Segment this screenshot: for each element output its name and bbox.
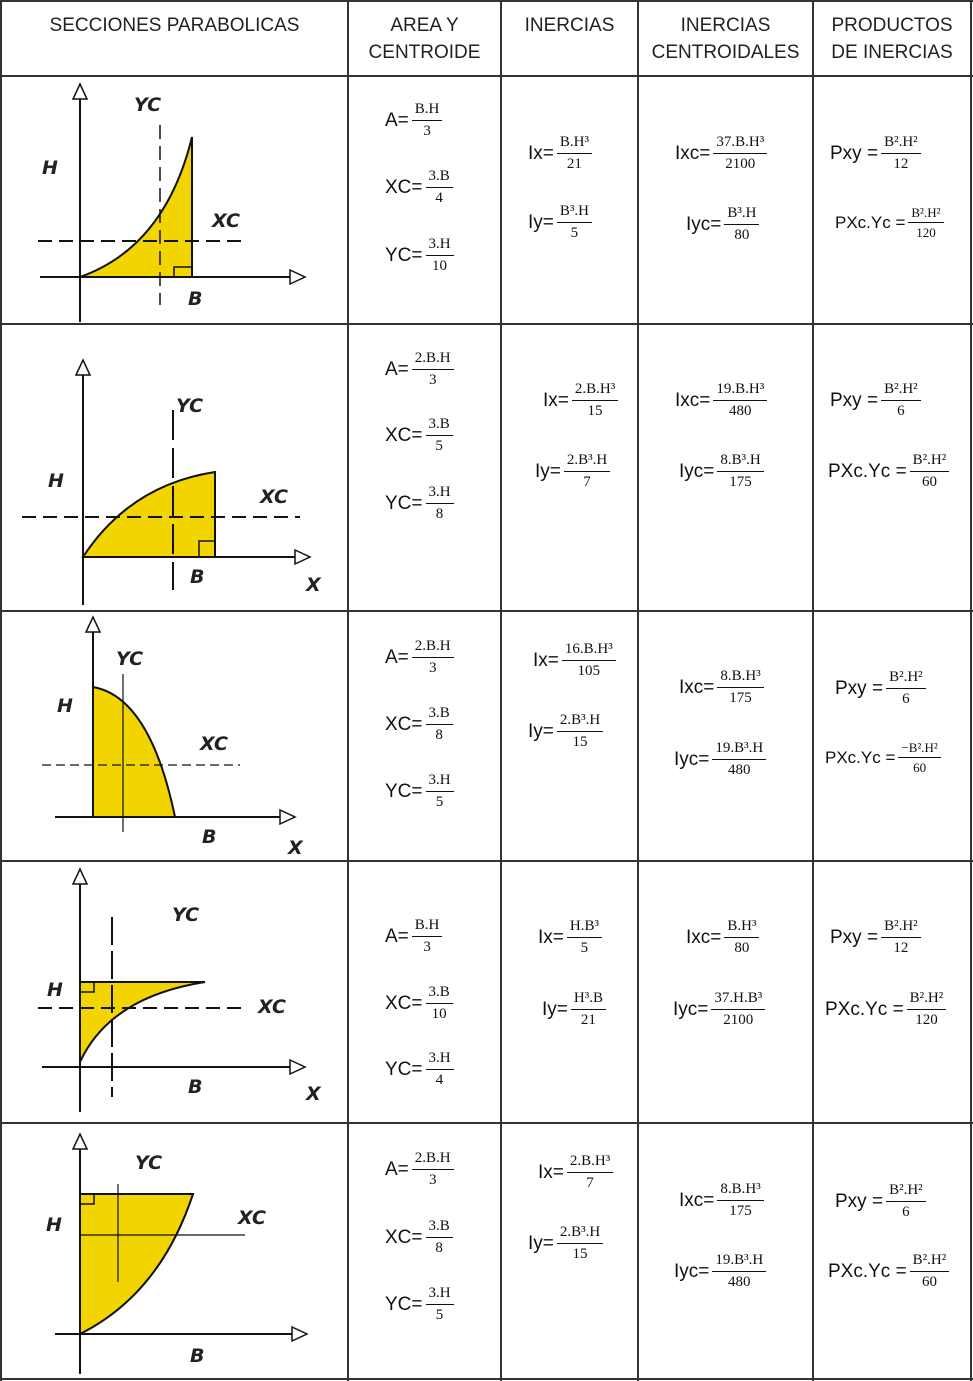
formula-numerator: 2.B³.H [557,1224,603,1244]
formula-numerator: H.B³ [567,918,602,938]
formula-denominator: 3 [428,372,437,388]
formula-label: Pxy = [835,1190,884,1212]
label-xc: XC [260,486,288,508]
formula-numerator: 3.B [426,168,453,188]
formula-denominator: 6 [902,1204,910,1220]
formula-label: XC= [385,1226,423,1248]
formula-denominator: 10 [432,258,448,274]
formula-numerator: 2.B.H [412,638,454,658]
formula-label: Ixc= [675,142,711,164]
label-h: H [48,470,64,492]
formula-label: Ixc= [679,1189,715,1211]
ix-formula [538,918,602,957]
formula-label: Iy= [528,720,554,742]
formula-label: Pxy = [835,677,884,699]
formula-denominator: 175 [729,1203,752,1219]
parabolic-area [83,472,215,557]
xc-formula [385,705,453,744]
ixc-formula [679,668,764,707]
area-formula [385,638,454,677]
header-area-centroide [349,12,500,66]
iy-formula [528,203,592,242]
formula-label: PXc.Yc = [828,460,907,482]
header-inercias-centroidales [639,12,812,66]
formula-denominator: 3 [423,939,431,955]
formula-numerator: B.H [412,917,443,937]
header-productos-inercias [814,12,970,66]
formula-label: YC= [385,244,423,266]
formula-denominator: 7 [583,474,591,490]
formula-numerator: 3.B [426,416,453,436]
pxy-formula [835,1182,926,1221]
formula-denominator: 21 [580,1012,596,1028]
formula-numerator: 37.B.H³ [713,134,767,154]
formula-label: Iyc= [679,460,715,482]
iy-formula [535,452,610,491]
grid-line [500,0,502,1381]
formula-denominator: 10 [431,1006,447,1022]
figure-parabolic-section-1 [0,77,348,323]
formula-label: Ix= [538,1161,564,1183]
formula-label: Iyc= [674,1260,710,1282]
label-xc: XC [258,996,286,1018]
iy-formula [542,990,606,1029]
label-b: B [202,826,217,848]
formula-numerator: B².H² [886,669,926,689]
pxy-formula [830,134,921,173]
formula-numerator: B.H [412,101,443,121]
formula-numerator: B².H² [881,918,921,938]
formula-label: XC= [385,713,423,735]
formula-denominator: 480 [729,403,752,419]
ix-formula [543,381,618,420]
formula-denominator: 5 [435,1307,444,1323]
parabolic-area [93,687,175,817]
formula-numerator: 8.B³.H [717,452,763,472]
formula-label: YC= [385,780,423,802]
label-h: H [47,979,63,1001]
ix-formula [538,1153,613,1192]
formula-numerator: 3.H [426,484,454,504]
formula-denominator: 2100 [723,1012,754,1028]
header-line: CENTROIDE [368,42,481,63]
grid-line [0,1378,973,1380]
figure-parabolic-section-4 [0,862,348,1122]
formula-numerator: 2.B.H [412,350,454,370]
formula-label: Iyc= [674,748,710,770]
formula-numerator: 3.B [426,984,453,1004]
yc-formula [385,1285,454,1324]
formula-label: PXc.Yc = [825,747,896,767]
formula-denominator: 15 [572,1246,588,1262]
formula-numerator: 3.B [426,1218,453,1238]
formula-numerator: 2.B³.H [564,452,610,472]
yc-formula [385,772,454,811]
grid-line [970,0,972,1381]
ixc-formula [686,918,759,957]
formula-numerator: 8.B.H³ [717,668,763,688]
formula-label: Pxy = [830,926,879,948]
iy-formula [528,712,603,751]
label-yc: YC [134,94,162,116]
formula-numerator: H³.B [571,990,606,1010]
label-h: H [46,1214,62,1236]
formula-label: Iy= [528,1232,554,1254]
ix-formula [528,134,592,173]
label-yc: YC [116,648,144,670]
header-secciones [2,12,347,39]
pxy-formula [830,381,921,420]
label-x: X [306,574,321,596]
pxcyc-formula [825,990,946,1029]
iy-formula [528,1224,603,1263]
label-b: B [190,566,205,588]
formula-numerator: 19.B³.H [712,740,766,760]
iyc-formula [673,990,765,1029]
header-line: INERCIAS [680,15,771,36]
formula-denominator: 5 [435,794,444,810]
pxcyc-formula [825,740,941,775]
formula-denominator: 4 [435,190,443,206]
formula-label: Ixc= [679,676,715,698]
header-line: DE INERCIAS [831,42,953,63]
area-formula [385,1150,454,1189]
formula-numerator: 3.H [426,1285,454,1305]
formula-numerator: 3.H [426,236,454,256]
label-b: B [188,1076,203,1098]
iyc-formula [674,740,766,779]
formula-numerator: 3.H [426,1050,454,1070]
yc-formula [385,236,454,275]
label-xc: XC [200,733,228,755]
formula-numerator: B².H² [881,134,921,154]
grid-line [0,0,973,2]
iyc-formula [679,452,764,491]
xc-formula [385,168,453,207]
label-yc: YC [135,1152,163,1174]
formula-denominator: 2100 [725,156,756,172]
ixc-formula [675,134,767,173]
pxcyc-formula [828,452,949,491]
label-yc: YC [172,904,200,926]
pxcyc-formula [828,1252,949,1291]
parabolic-area [80,982,205,1062]
ixc-formula [679,1181,764,1220]
formula-numerator: B³.H [724,205,759,225]
formula-numerator: 2.B³.H [557,712,603,732]
formula-numerator: B².H² [881,381,921,401]
formula-denominator: 4 [435,1072,444,1088]
label-h: H [57,695,73,717]
figure-parabolic-section-3 [0,612,348,860]
iyc-formula [674,1252,766,1291]
parabolic-area [80,1194,193,1334]
label-b: B [188,288,203,310]
formula-numerator: 2.B.H [412,1150,454,1170]
formula-label: A= [385,109,409,131]
header-line: AREA Y [390,15,459,36]
grid-line [637,0,639,1381]
formula-denominator: 5 [570,225,579,241]
formula-label: PXc.Yc = [835,212,906,232]
header-inercias [502,12,637,39]
label-b: B [190,1345,205,1367]
formula-denominator: 5 [580,940,589,956]
area-formula [385,350,454,389]
area-formula [385,101,442,140]
formula-label: A= [385,646,409,668]
formula-numerator: B².H² [910,1252,950,1272]
figure-parabolic-section-2 [0,325,348,610]
formula-denominator: 8 [435,727,443,743]
formula-numerator: 8.B.H³ [717,1181,763,1201]
xc-formula [385,1218,453,1257]
pxcyc-formula [835,205,944,240]
xc-formula [385,416,453,455]
formula-label: Ix= [538,926,564,948]
iyc-formula [686,205,759,244]
formula-denominator: 5 [435,438,443,454]
label-xc: XC [238,1207,266,1229]
formula-label: XC= [385,176,423,198]
formula-numerator: B².H² [886,1182,926,1202]
formula-numerator: 2.B.H³ [572,381,618,401]
grid-line [812,0,814,1381]
label-x: X [288,837,303,859]
formula-numerator: 2.B.H³ [567,1153,613,1173]
formula-label: PXc.Yc = [825,998,904,1020]
area-formula [385,917,442,956]
formula-denominator: 80 [734,227,750,243]
formula-numerator: B.H³ [724,918,759,938]
formula-label: Ix= [528,142,554,164]
formula-denominator: 175 [729,474,752,490]
formula-label: YC= [385,1058,423,1080]
formula-label: PXc.Yc = [828,1260,907,1282]
header-line: PRODUCTOS [831,15,953,36]
formula-denominator: 3 [428,660,437,676]
xc-formula [385,984,453,1023]
formula-label: Ixc= [686,926,722,948]
formula-numerator: B².H² [907,990,947,1010]
formula-denominator: 12 [893,156,909,172]
label-yc: YC [176,395,204,417]
formula-denominator: 480 [728,762,751,778]
formula-numerator: 3.H [426,772,454,792]
formula-numerator: B.H³ [557,134,592,154]
formula-numerator: 19.B³.H [712,1252,766,1272]
yc-formula [385,1050,454,1089]
formula-denominator: 7 [586,1175,594,1191]
formula-denominator: 15 [587,403,603,419]
formula-label: Ix= [543,389,569,411]
formula-numerator: B².H² [908,205,943,223]
formula-label: Pxy = [830,142,879,164]
figure-parabolic-section-5 [0,1124,348,1378]
label-xc: XC [212,210,240,232]
formula-label: Pxy = [830,389,879,411]
formula-label: A= [385,925,409,947]
header-secciones-text: SECCIONES PARABOLICAS [49,15,300,36]
formula-denominator: 60 [921,1274,937,1290]
formula-label: YC= [385,1293,423,1315]
formula-numerator: −B².H² [898,740,940,758]
formula-denominator: 175 [729,690,752,706]
formula-label: XC= [385,424,423,446]
formula-denominator: 80 [734,940,750,956]
formula-label: Iy= [535,460,561,482]
ix-formula [533,641,616,680]
formula-denominator: 3 [428,1172,437,1188]
formula-label: Iy= [528,211,554,233]
formula-denominator: 8 [435,506,444,522]
header-line: CENTROIDALES [651,42,800,63]
formula-denominator: 120 [915,1012,938,1028]
formula-label: A= [385,1158,409,1180]
formula-label: Ixc= [675,389,711,411]
formula-denominator: 60 [913,760,927,775]
formula-denominator: 6 [897,403,905,419]
formula-numerator: 3.B [426,705,453,725]
header-inercias-text: INERCIAS [524,15,615,36]
formula-numerator: 37.H.B³ [711,990,765,1010]
pxy-formula [830,918,921,957]
ixc-formula [675,381,767,420]
formula-numerator: 16.B.H³ [562,641,616,661]
formula-denominator: 8 [435,1240,443,1256]
label-h: H [42,157,58,179]
formula-label: Iy= [542,998,568,1020]
pxy-formula [835,669,926,708]
formula-label: YC= [385,492,423,514]
parabolic-area [80,137,192,277]
formula-label: XC= [385,992,423,1014]
formula-label: Iyc= [673,998,709,1020]
formula-numerator: 19.B.H³ [713,381,767,401]
formula-denominator: 105 [577,663,601,679]
formula-denominator: 3 [423,123,431,139]
formula-denominator: 60 [921,474,937,490]
formula-denominator: 12 [893,940,909,956]
formula-label: Ix= [533,649,559,671]
formula-label: Iyc= [686,213,722,235]
formula-label: A= [385,358,409,380]
formula-denominator: 6 [902,691,910,707]
yc-formula [385,484,454,523]
label-x: X [306,1083,321,1105]
formula-numerator: B³.H [557,203,592,223]
formula-denominator: 15 [572,734,588,750]
formula-denominator: 21 [566,156,582,172]
formula-numerator: B².H² [910,452,950,472]
formula-denominator: 120 [916,225,936,240]
formula-denominator: 480 [728,1274,751,1290]
